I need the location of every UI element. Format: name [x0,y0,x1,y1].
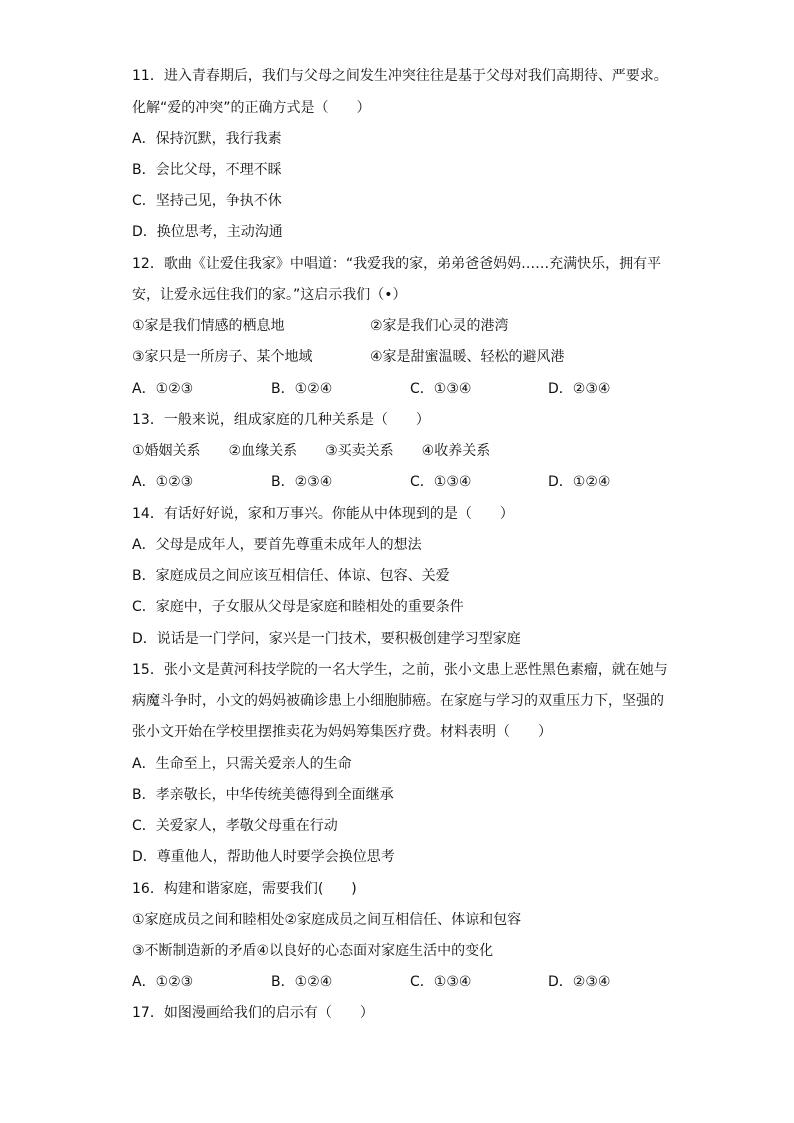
q11-option-d: D．换位思考，主动沟通 [132,224,283,240]
q12-stem-line-2: 安，让爱永远住我们的家。”这启示我们（•） [132,287,407,303]
q13-option-c: C．①③④ [410,474,472,490]
q14-option-d: D．说话是一门学问，家兴是一门技术，要积极创建学习型家庭 [132,631,521,647]
q13-option-d: D．①②④ [548,474,611,490]
q13-option-a: A．①②③ [132,474,194,490]
q13-stem: 13．一般来说，组成家庭的几种关系是（ ） [132,412,430,428]
q16-stem: 16．构建和谐家庭，需要我们( ) [132,881,357,897]
q16-option-d: D．②③④ [548,974,611,990]
q15-option-b: B．孝亲敬长，中华传统美德得到全面继承 [132,787,394,803]
q16-option-c: C．①③④ [410,974,472,990]
q15-stem-line-2: 病魔斗争时，小文的妈妈被确诊患上小细胞肺癌。在家庭与学习的双重压力下，坚强的 [132,693,664,709]
q12-option-d: D．②③④ [548,381,611,397]
q13-items: ①婚姻关系 ②血缘关系 ③买卖关系 ④收养关系 [132,443,491,459]
q11-stem-line-1: 11．进入青春期后，我们与父母之间发生冲突往往是基于父母对我们高期待、严要求。 [132,68,668,84]
q14-option-b: B．家庭成员之间应该互相信任、体谅、包容、关爱 [132,568,450,584]
q12-option-b: B．①②④ [271,381,333,397]
q13-option-b: B．②③④ [271,474,333,490]
q12-option-c: C．①③④ [410,381,472,397]
q15-option-c: C．关爱家人，孝敬父母重在行动 [132,818,338,834]
q14-option-a: A．父母是成年人，要首先尊重未成年人的想法 [132,537,422,553]
q14-option-c: C．家庭中，子女服从父母是家庭和睦相处的重要条件 [132,599,464,615]
q12-item-2: ②家是我们心灵的港湾 [370,318,509,334]
q15-stem-line-1: 15．张小文是黄河科技学院的一名大学生，之前，张小文患上恶性黑色素瘤，就在她与 [132,662,668,678]
q12-item-4: ④家是甜蜜温暖、轻松的避风港 [370,349,565,365]
q11-option-c: C．坚持己见，争执不休 [132,193,282,209]
q15-option-a: A．生命至上，只需关爱亲人的生命 [132,756,352,772]
q14-stem: 14．有话好好说，家和万事兴。你能从中体现到的是（ ） [132,506,514,522]
q16-items-line-2: ③不断制造新的矛盾④以良好的心态面对家庭生活中的变化 [132,943,494,959]
q12-item-1: ①家是我们情感的栖息地 [132,318,285,334]
q11-stem-line-2: 化解“爱的冲突”的正确方式是（ ） [132,100,371,116]
q16-option-a: A．①②③ [132,974,194,990]
q17-stem: 17．如图漫画给我们的启示有（ ） [132,1005,374,1021]
q12-stem-line-1: 12．歌曲《让爱住我家》中唱道：“我爱我的家，弟弟爸爸妈妈……充满快乐，拥有平 [132,256,662,272]
q16-option-b: B．①②④ [271,974,333,990]
q12-option-a: A．①②③ [132,381,194,397]
q15-option-d: D．尊重他人，帮助他人时要学会换位思考 [132,849,395,865]
q12-item-3: ③家只是一所房子、某个地域 [132,349,313,365]
q15-stem-line-3: 张小文开始在学校里摆推卖花为妈妈筹集医疗费。材料表明（ ） [132,724,552,740]
q11-option-b: B．会比父母，不理不睬 [132,162,282,178]
q16-items-line-1: ①家庭成员之间和睦相处②家庭成员之间互相信任、体谅和包容 [132,912,522,928]
q11-option-a: A．保持沉默，我行我素 [132,131,282,147]
